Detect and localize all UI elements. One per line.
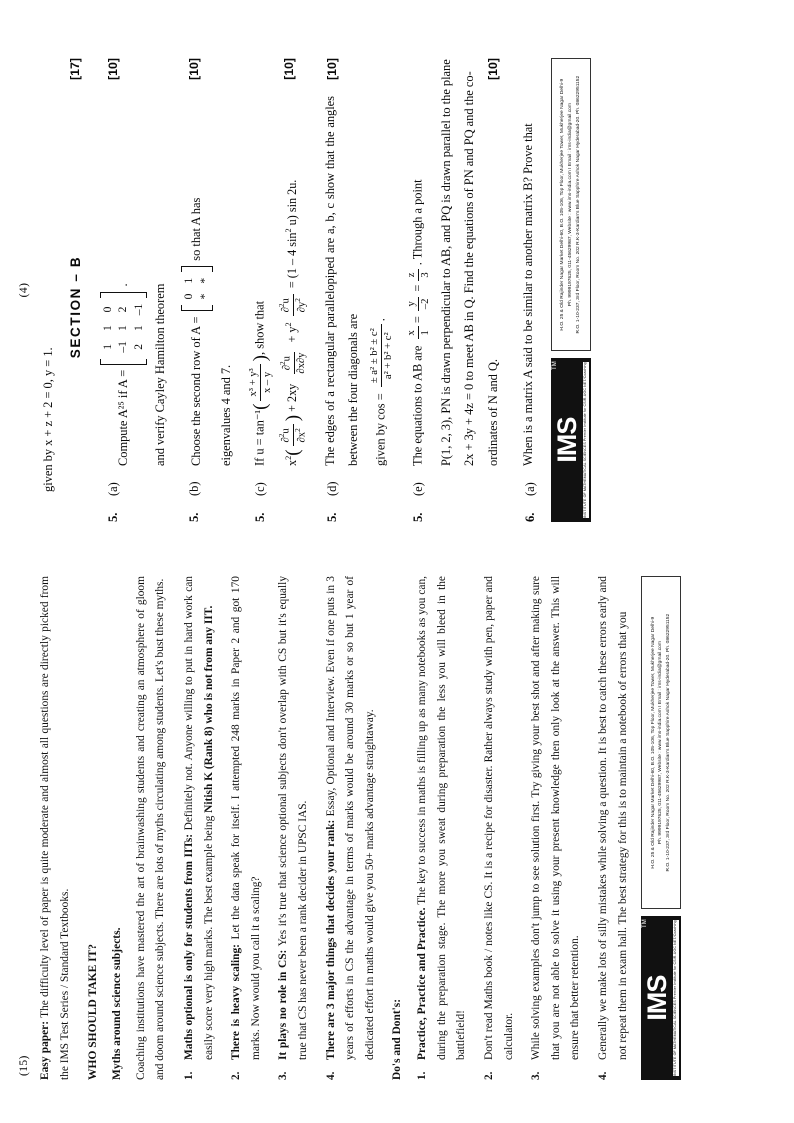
article-sheet [12,558,752,1098]
list-item [322,576,381,1080]
list-body: While solving examples don't jump to see solution first. Try giving your best shot and after making sure that you are not able to solve it using your present knowledge then only look at the answer. This will ensure that better retention. [530,576,582,1060]
list-number: 2. [230,1071,243,1080]
easy-paper-lead: Easy paper: [39,1020,51,1080]
q5c-text: If u = tan⁻¹ [252,409,267,466]
section-title: SECTION – B [68,255,84,359]
question-row [100,58,148,522]
list-bold-lead: It plays no role in CS: [277,949,290,1060]
heading-dos-and-donts: Do's and Dont's: [391,998,404,1080]
list-number: 4. [324,1071,337,1080]
question-marks: [10] [324,58,339,81]
list-item [274,576,313,1080]
address-block [551,58,591,351]
question-marks [405,58,406,92]
question-row [319,58,366,522]
frac-numerator: ± a² ± b² ± c² [368,324,382,387]
address-line-2: Ph. 9999197625, 011-45629987, Website : www.ims-india.com I Email : ims-india@gmail.com [568,103,574,307]
address-line-3: R.O. 1-10-237, 3rd Floor, Room No. 202 R.K-3-Kardian's Blue Sapphire Ashok Nagar Hyderabad-20. Ph. 08622951152 [665,613,671,872]
question-number: 5. [252,512,267,522]
fraction-abc [368,324,395,387]
question-number: 5. [105,512,120,522]
question-row [181,58,213,522]
frac-denominator: a² + b² + c² [382,332,394,380]
matrix-a-2x2: 0 1 * * [181,266,213,312]
address-block [641,576,681,909]
question-marks: [10] [105,58,120,81]
question-marks: [10] [485,58,500,81]
logo-text: IMS [551,417,582,463]
list-text [180,576,219,1060]
question-row [247,58,274,522]
q5d-text2: . [373,318,388,322]
question-marks: [10] [282,58,297,80]
q5b-text: Choose the second row of A = [188,316,203,466]
address-line-1: H.O. 25 & Old Rajinder Nagar Market Delhi-60, B.O. 105-106, Top Floor, Mukherjee Tower, Mukherjee Nagar Delhi-9 [560,78,566,331]
question-marks [517,58,518,92]
question-text: The equations to AB are x 1 = y –2 = z 3 . Through a point [406,179,432,466]
lead-line: given by x + z + 2 = 0, y = 1. [41,347,55,492]
question-letter: (a) [105,482,120,496]
heading-who-should-take-it: WHO SHOULD TAKE IT? [87,943,100,1080]
q5c-text2: , show that [252,300,267,355]
list-item [594,576,633,1080]
q5e-text: The equations to AB are [410,345,425,466]
trademark-symbol: TM [642,919,649,928]
question-text: If u = tan⁻¹( x³ + y³ x – y ), show that [247,300,273,466]
question-letter: (c) [252,482,267,496]
list-bold-lead: There are 3 major things that decides your rank: [324,819,337,1060]
frac-numerator: x³ + y³ [247,364,261,400]
question-number: 6. [523,512,538,522]
section-marks: [17] [68,58,83,81]
list-text [594,576,633,1060]
question-text [100,92,148,466]
question-text [319,92,366,466]
intro-paragraph: Coaching institutions have mastered the art of brainwashing students and creating an atmosphere of gloom and doom around science subjects. There are lots of myths circulating among students. Let's bust these myths. [134,576,167,1080]
list-number: 1. [416,1071,429,1080]
list-item [180,576,219,1080]
list-body: Generally we make lots of silly mistakes while solving a question. It is best to catch these errors early and not repeat them in exam hall. The best strategy for this is to maintain a notebook of errors that you [596,576,629,1060]
list-item [227,576,266,1080]
ratio-z: z 3 [405,268,432,281]
matrix-a-3x3: 1 1 0 –1 1 2 2 1 –1 [100,292,148,365]
address-line-2: Ph. 9999197625, 011-45629987, Website : www.ims-india.com I Email : ims-india@gmail.com [658,641,664,845]
question-letter: (d) [324,481,339,496]
question-number: 5. [187,512,202,522]
question-marks [247,58,248,92]
question-number: 5. [324,512,339,522]
article-page-number: (15) [18,1055,30,1076]
list-item [480,576,519,1080]
list-number: 3. [277,1071,290,1080]
list-body: Yes it's true that science optional subjects don't overlap with CS but it's equally true that CS has never been a rank decider in UPSC IAS. [277,575,310,1060]
list-text [413,576,472,1060]
list-body: Essay, Optional and Interview. Even if one puts in 3 years of efforts in CS the advantage in terms of marks would be around 30 marks or so but 1 year of dedicated effort in maths would give you 50+ marks advantage straightaway. [324,576,376,1060]
ims-logo [641,916,681,1080]
exam-sheet [12,40,752,540]
question-row [405,58,432,522]
question-marks: [10] [187,58,202,81]
list-body: Definitely not. Anyone willing to put in hard work can easily score very high marks. The best example being [182,576,215,1060]
logo-text: IMS [642,975,673,1021]
ims-logo [551,358,591,522]
logo-tagline: INSTITUTE OF MATHEMATICAL SCIENCES Premier Institute for CSIR-UGC NET/Coaching [673,920,678,1076]
list-item [527,576,586,1080]
list-number: 2. [482,1071,495,1080]
q5c-equation: $x^2$( ∂$^2$u $\partial x^2$ ) + 2xy ∂$^2$u ∂x∂y + $y^2$ ∂$^2$u $\partial y^2$ = (1 – 4 $\sin^2 u$) sin 2u. [10] [278,58,308,466]
question-letter: (a) [523,482,538,496]
question-letter: (e) [411,482,426,496]
q5a-text: Compute A²⁵ if A = [115,369,130,466]
list-body: The key to success in maths is filling up as many notebooks as you can, during the preparation stage. The more you sweat during preparation the less you will bleed in the battlefield! [416,576,468,1060]
q5b-continuation: eigenvalues 4 and 7. [218,364,233,466]
list-number: 1. [182,1071,195,1080]
fraction-x3y3 [247,364,274,400]
question-number: 5. [411,512,426,522]
footer [551,58,591,522]
list-number: 3. [530,1071,543,1080]
q5d-text: The edges of a rectangular parallelopiped are a, b, c show that the angles between the four diagonals are [322,96,361,466]
address-line-1: H.O. 25 & Old Rajinder Nagar Market Delhi-60, B.O. 105-106, Top Floor, Mukherjee Tower, Mukherjee Nagar Delhi-9 [650,616,656,869]
list-bold-tail: Nitish K (Rank 8) who is not from any IIT. [202,605,215,813]
question-text [181,92,213,466]
list-bold-lead: Practice, Practice and Practice. [416,907,429,1060]
q5a-continuation: and verify Cayley Hamilton theorem [153,283,168,466]
question-text: When is a matrix A said to be similar to another matrix B? Prove that [521,123,536,466]
list-text [322,576,381,1060]
q5e-continuation: P(1, 2, 3), PN is drawn perpendicular to AB, and PQ is drawn parallel to the plane 2x + 3y + 4z = 0 to meet AB in Q. Find the equations of PN and PQ and the co-ordinates of N and Q. [10] [435,58,506,466]
trademark-symbol: TM [551,361,558,370]
heading-myths: Myths around science subjects. [110,927,123,1080]
easy-paper-text: The difficulty level of paper is quite moderate and almost all questions are directly picked from the IMS Test Series / Standard Textbooks. [39,576,71,1080]
list-bold-lead: There is heavy scaling: [230,944,243,1060]
question-row [517,58,543,522]
list-body: Let the data speak for itself. I attempted 248 marks in Paper 2 and got 170 marks. Now would you call it a scaling? [230,576,262,1060]
q5a-text-after: . [115,283,130,287]
footer [641,576,681,1080]
list-item [413,576,472,1080]
logo-tagline: INSTITUTE OF MATHEMATICAL SCIENCES Premier Institute for CSIR-UGC NET/Coaching [582,362,587,518]
address-line-3: R.O. 1-10-237, 3rd Floor, Room No. 202 R.K-3-Kardian's Blue Sapphire Ashok Nagar Hyderabad-20. Ph. 08622951152 [575,75,581,334]
list-body: Don't read Maths book / notes like CS. It is a recipe for disaster. Rather always study with pen, paper and calculator. [482,576,515,1060]
list-text [227,576,266,1060]
q5d-continuation: given by cos = ± a² ± b² ± c² a² + b² + c² . [368,318,394,466]
q5b-text-after: so that A has [188,197,203,261]
easy-paper-paragraph [36,576,75,1080]
list-text [274,576,313,1060]
ratio-x: x 1 [405,326,432,339]
question-letter: (b) [187,481,202,496]
list-text [527,576,586,1060]
frac-denominator: x – y [261,371,273,394]
list-text [480,576,519,1060]
list-bold-lead: Maths optional is only for students from IITs: [182,833,195,1060]
exam-page-number: (4) [18,282,30,298]
ratio-y: y –2 [406,298,432,310]
list-number: 4. [596,1071,609,1080]
